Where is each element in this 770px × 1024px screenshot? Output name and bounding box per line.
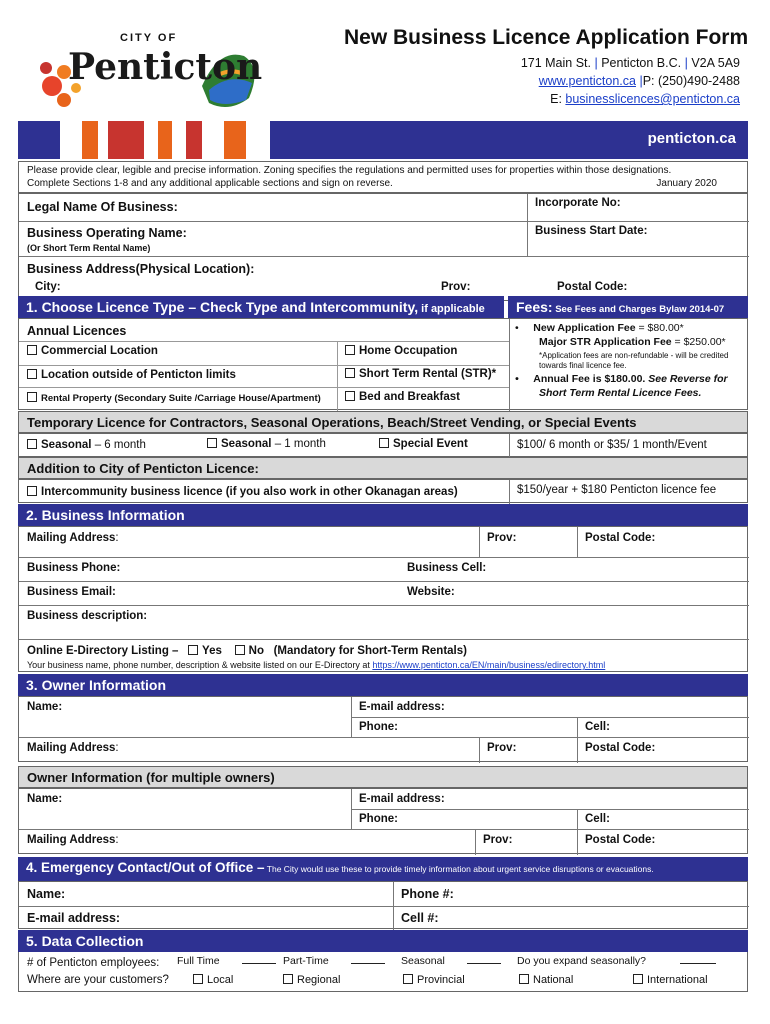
intro-text-1: Please provide clear, legible and precise information. Zoning specifies the regulations and permitted uses for properties within those designations. <box>27 165 672 176</box>
business-email-label[interactable]: Business Email: <box>27 586 116 598</box>
intro-date: January 2020 <box>656 178 717 189</box>
section-3-header: 3. Owner Information <box>18 674 748 696</box>
owner-prov-label[interactable]: Prov: <box>487 742 517 754</box>
website-link[interactable]: www.penticton.ca <box>538 74 636 88</box>
postal-label[interactable]: Postal Code: <box>585 532 656 544</box>
section-1-header: 1. Choose Licence Type – Check Type and Intercommunity, if applicable <box>18 296 504 318</box>
fee-note-1: *Application fees are non-refundable - will be credited <box>539 351 729 360</box>
emergency-email-label[interactable]: E-mail address: <box>27 911 121 925</box>
annual-fee: • Annual Fee is $180.00. See Reverse for <box>515 373 728 385</box>
legal-name-label[interactable]: Legal Name Of Business: <box>27 200 178 214</box>
emergency-name-label[interactable]: Name: <box>27 887 66 901</box>
owner-mailing-label[interactable]: Mailing Address: <box>27 742 119 754</box>
business-cell-label[interactable]: Business Cell: <box>407 562 487 574</box>
edirectory-link[interactable]: https://www.penticton.ca/EN/main/business/edirectory.html <box>372 660 606 670</box>
multi-email-label[interactable]: E-mail address: <box>359 793 445 805</box>
contact-line: www.penticton.ca |P: (250)490-2488 <box>538 74 740 88</box>
outside-checkbox[interactable] <box>27 369 37 379</box>
seasonal-field[interactable]: Seasonal <box>401 955 501 967</box>
prov-label[interactable]: Prov: <box>487 532 517 544</box>
edir-yes-option[interactable]: Yes <box>188 645 222 657</box>
prov-label[interactable]: Prov: <box>441 281 471 293</box>
multi-prov-label[interactable]: Prov: <box>483 834 513 846</box>
owner-name-label[interactable]: Name: <box>27 701 63 713</box>
page-title: New Business Licence Application Form <box>344 26 749 49</box>
intercommunity-option[interactable]: Intercommunity business licence (if you also work in other Okanagan areas) <box>27 486 458 498</box>
general-info-box <box>18 193 748 301</box>
emergency-phone-label[interactable]: Phone #: <box>401 887 454 901</box>
parttime-field[interactable]: Part-Time <box>283 955 385 967</box>
international-option[interactable]: International <box>633 974 708 986</box>
owner-email-label[interactable]: E-mail address: <box>359 701 445 713</box>
local-checkbox[interactable] <box>193 974 203 984</box>
owner-postal-label[interactable]: Postal Code: <box>585 742 656 754</box>
customers-label: Where are your customers? <box>27 974 169 986</box>
multi-name-label[interactable]: Name: <box>27 793 63 805</box>
str-checkbox[interactable] <box>345 368 355 378</box>
temporary-fee: $100/ 6 month or $35/ 1 month/Event <box>517 439 707 451</box>
mailing-address-label[interactable]: Mailing Address: <box>27 532 119 544</box>
section-2-header: 2. Business Information <box>18 504 748 526</box>
str-option[interactable]: Short Term Rental (STR)* <box>345 368 496 380</box>
multi-mailing-label[interactable]: Mailing Address: <box>27 834 119 846</box>
national-option[interactable]: National <box>519 974 573 986</box>
owner-phone-label[interactable]: Phone: <box>359 721 398 733</box>
fulltime-field[interactable]: Full Time <box>177 955 276 967</box>
seasonal-6-checkbox[interactable] <box>27 439 37 449</box>
multi-cell-label[interactable]: Cell: <box>585 813 610 825</box>
business-phone-label[interactable]: Business Phone: <box>27 562 121 574</box>
seasonal-1-checkbox[interactable] <box>207 438 217 448</box>
bnb-checkbox[interactable] <box>345 391 355 401</box>
section-4-header: 4. Emergency Contact/Out of Office – The City would use these to provide timely information about urgent service disruptions or evacuations. <box>18 857 748 881</box>
intercommunity-row <box>18 479 748 503</box>
international-checkbox[interactable] <box>633 974 643 984</box>
commercial-checkbox[interactable] <box>27 345 37 355</box>
outside-limits-option[interactable]: Location outside of Penticton limits <box>27 369 236 381</box>
multi-owner-header: Owner Information (for multiple owners) <box>18 766 748 788</box>
addition-header: Addition to City of Penticton Licence: <box>18 457 748 479</box>
edirectory-note: Your business name, phone number, description & website listed on our E-Directory at https://www.penticton.ca/EN/main/business/edirectory.html <box>27 660 606 670</box>
expand-seasonally-field[interactable]: Do you expand seasonally? <box>517 955 716 967</box>
city-logo <box>34 28 264 118</box>
stripe-red-1 <box>108 121 144 159</box>
intercommunity-checkbox[interactable] <box>27 486 37 496</box>
website-label[interactable]: Website: <box>407 586 455 598</box>
fee-str-app: Major STR Application Fee = $250.00* <box>539 336 726 348</box>
home-occupation-option[interactable]: Home Occupation <box>345 345 457 357</box>
commercial-location-option[interactable]: Commercial Location <box>27 345 158 357</box>
start-date-label[interactable]: Business Start Date: <box>535 225 648 237</box>
logo-city-of: CITY OF <box>120 32 178 44</box>
special-checkbox[interactable] <box>379 438 389 448</box>
emergency-box <box>18 881 748 929</box>
email-line: E: businesslicences@penticton.ca <box>550 92 740 106</box>
multi-owner-box <box>18 788 748 854</box>
owner-info-box <box>18 696 748 762</box>
stripe-red-2 <box>186 121 202 159</box>
data-collection-box <box>18 952 748 992</box>
stripe-orange-3 <box>224 121 246 159</box>
site-banner-text: penticton.ca <box>647 130 736 147</box>
owner-cell-label[interactable]: Cell: <box>585 721 610 733</box>
color-stripe-banner <box>18 121 748 159</box>
fee-note-2: towards final licence fee. <box>539 361 627 370</box>
operating-name-sub: (Or Short Term Rental Name) <box>27 243 151 253</box>
annual-licences-box <box>18 318 748 410</box>
business-info-box <box>18 526 748 672</box>
stripe-blue-right <box>270 121 748 159</box>
postal-label[interactable]: Postal Code: <box>557 281 628 293</box>
city-label[interactable]: City: <box>35 281 61 293</box>
rental-property-option[interactable]: Rental Property (Secondary Suite /Carriage House/Apartment) <box>27 392 321 404</box>
special-event-option[interactable]: Special Event <box>379 438 468 450</box>
seasonal-1-option[interactable]: Seasonal – 1 month <box>207 438 326 450</box>
edir-no-option[interactable]: No <box>235 645 264 657</box>
annual-licences-label: Annual Licences <box>27 324 127 338</box>
stripe-orange-1 <box>82 121 98 159</box>
stripe-blue-left <box>18 121 60 159</box>
seasonal-6-option[interactable]: Seasonal – 6 month <box>27 439 146 451</box>
home-checkbox[interactable] <box>345 345 355 355</box>
national-checkbox[interactable] <box>519 974 529 984</box>
intro-box <box>18 161 748 193</box>
incorporate-no-label[interactable]: Incorporate No: <box>535 197 621 209</box>
intercommunity-fee: $150/year + $180 Penticton licence fee <box>517 484 717 496</box>
provincial-option[interactable]: Provincial <box>403 974 465 986</box>
emergency-cell-label[interactable]: Cell #: <box>401 911 439 925</box>
bnb-option[interactable]: Bed and Breakfast <box>345 391 460 403</box>
provincial-checkbox[interactable] <box>403 974 413 984</box>
address-block <box>521 54 740 108</box>
multi-postal-label[interactable]: Postal Code: <box>585 834 656 846</box>
stripe-orange-2 <box>158 121 172 159</box>
address-line: 171 Main St. | Penticton B.C. | V2A 5A9 <box>520 56 740 70</box>
edirectory-listing: Online E-Directory Listing – Yes No (Mandatory for Short-Term Rentals) <box>27 645 467 657</box>
intro-text-2: Complete Sections 1-8 and any additional applicable sections and sign on reverse. <box>27 178 393 189</box>
edir-yes-checkbox[interactable] <box>188 645 198 655</box>
annual-fee-2: Short Term Rental Licence Fees. <box>539 387 702 399</box>
section-5-header: 5. Data Collection <box>18 930 748 952</box>
fees-header: Fees: See Fees and Charges Bylaw 2014-07 <box>508 296 748 318</box>
edir-no-checkbox[interactable] <box>235 645 245 655</box>
address-title: Business Address(Physical Location): <box>27 262 255 276</box>
regional-option[interactable]: Regional <box>283 974 340 986</box>
fee-new-app: • New Application Fee = $80.00* <box>515 322 684 334</box>
temporary-row <box>18 433 748 457</box>
email-link[interactable]: businesslicences@penticton.ca <box>565 92 740 106</box>
rental-checkbox[interactable] <box>27 392 37 402</box>
regional-checkbox[interactable] <box>283 974 293 984</box>
operating-name-label[interactable]: Business Operating Name: <box>27 226 187 240</box>
temporary-licence-header: Temporary Licence for Contractors, Seasonal Operations, Beach/Street Vending, or Special Events <box>18 411 748 433</box>
logo-name: Penticton <box>68 46 263 88</box>
employees-label: # of Penticton employees: <box>27 957 160 969</box>
description-label[interactable]: Business description: <box>27 610 148 622</box>
multi-phone-label[interactable]: Phone: <box>359 813 398 825</box>
local-option[interactable]: Local <box>193 974 233 986</box>
